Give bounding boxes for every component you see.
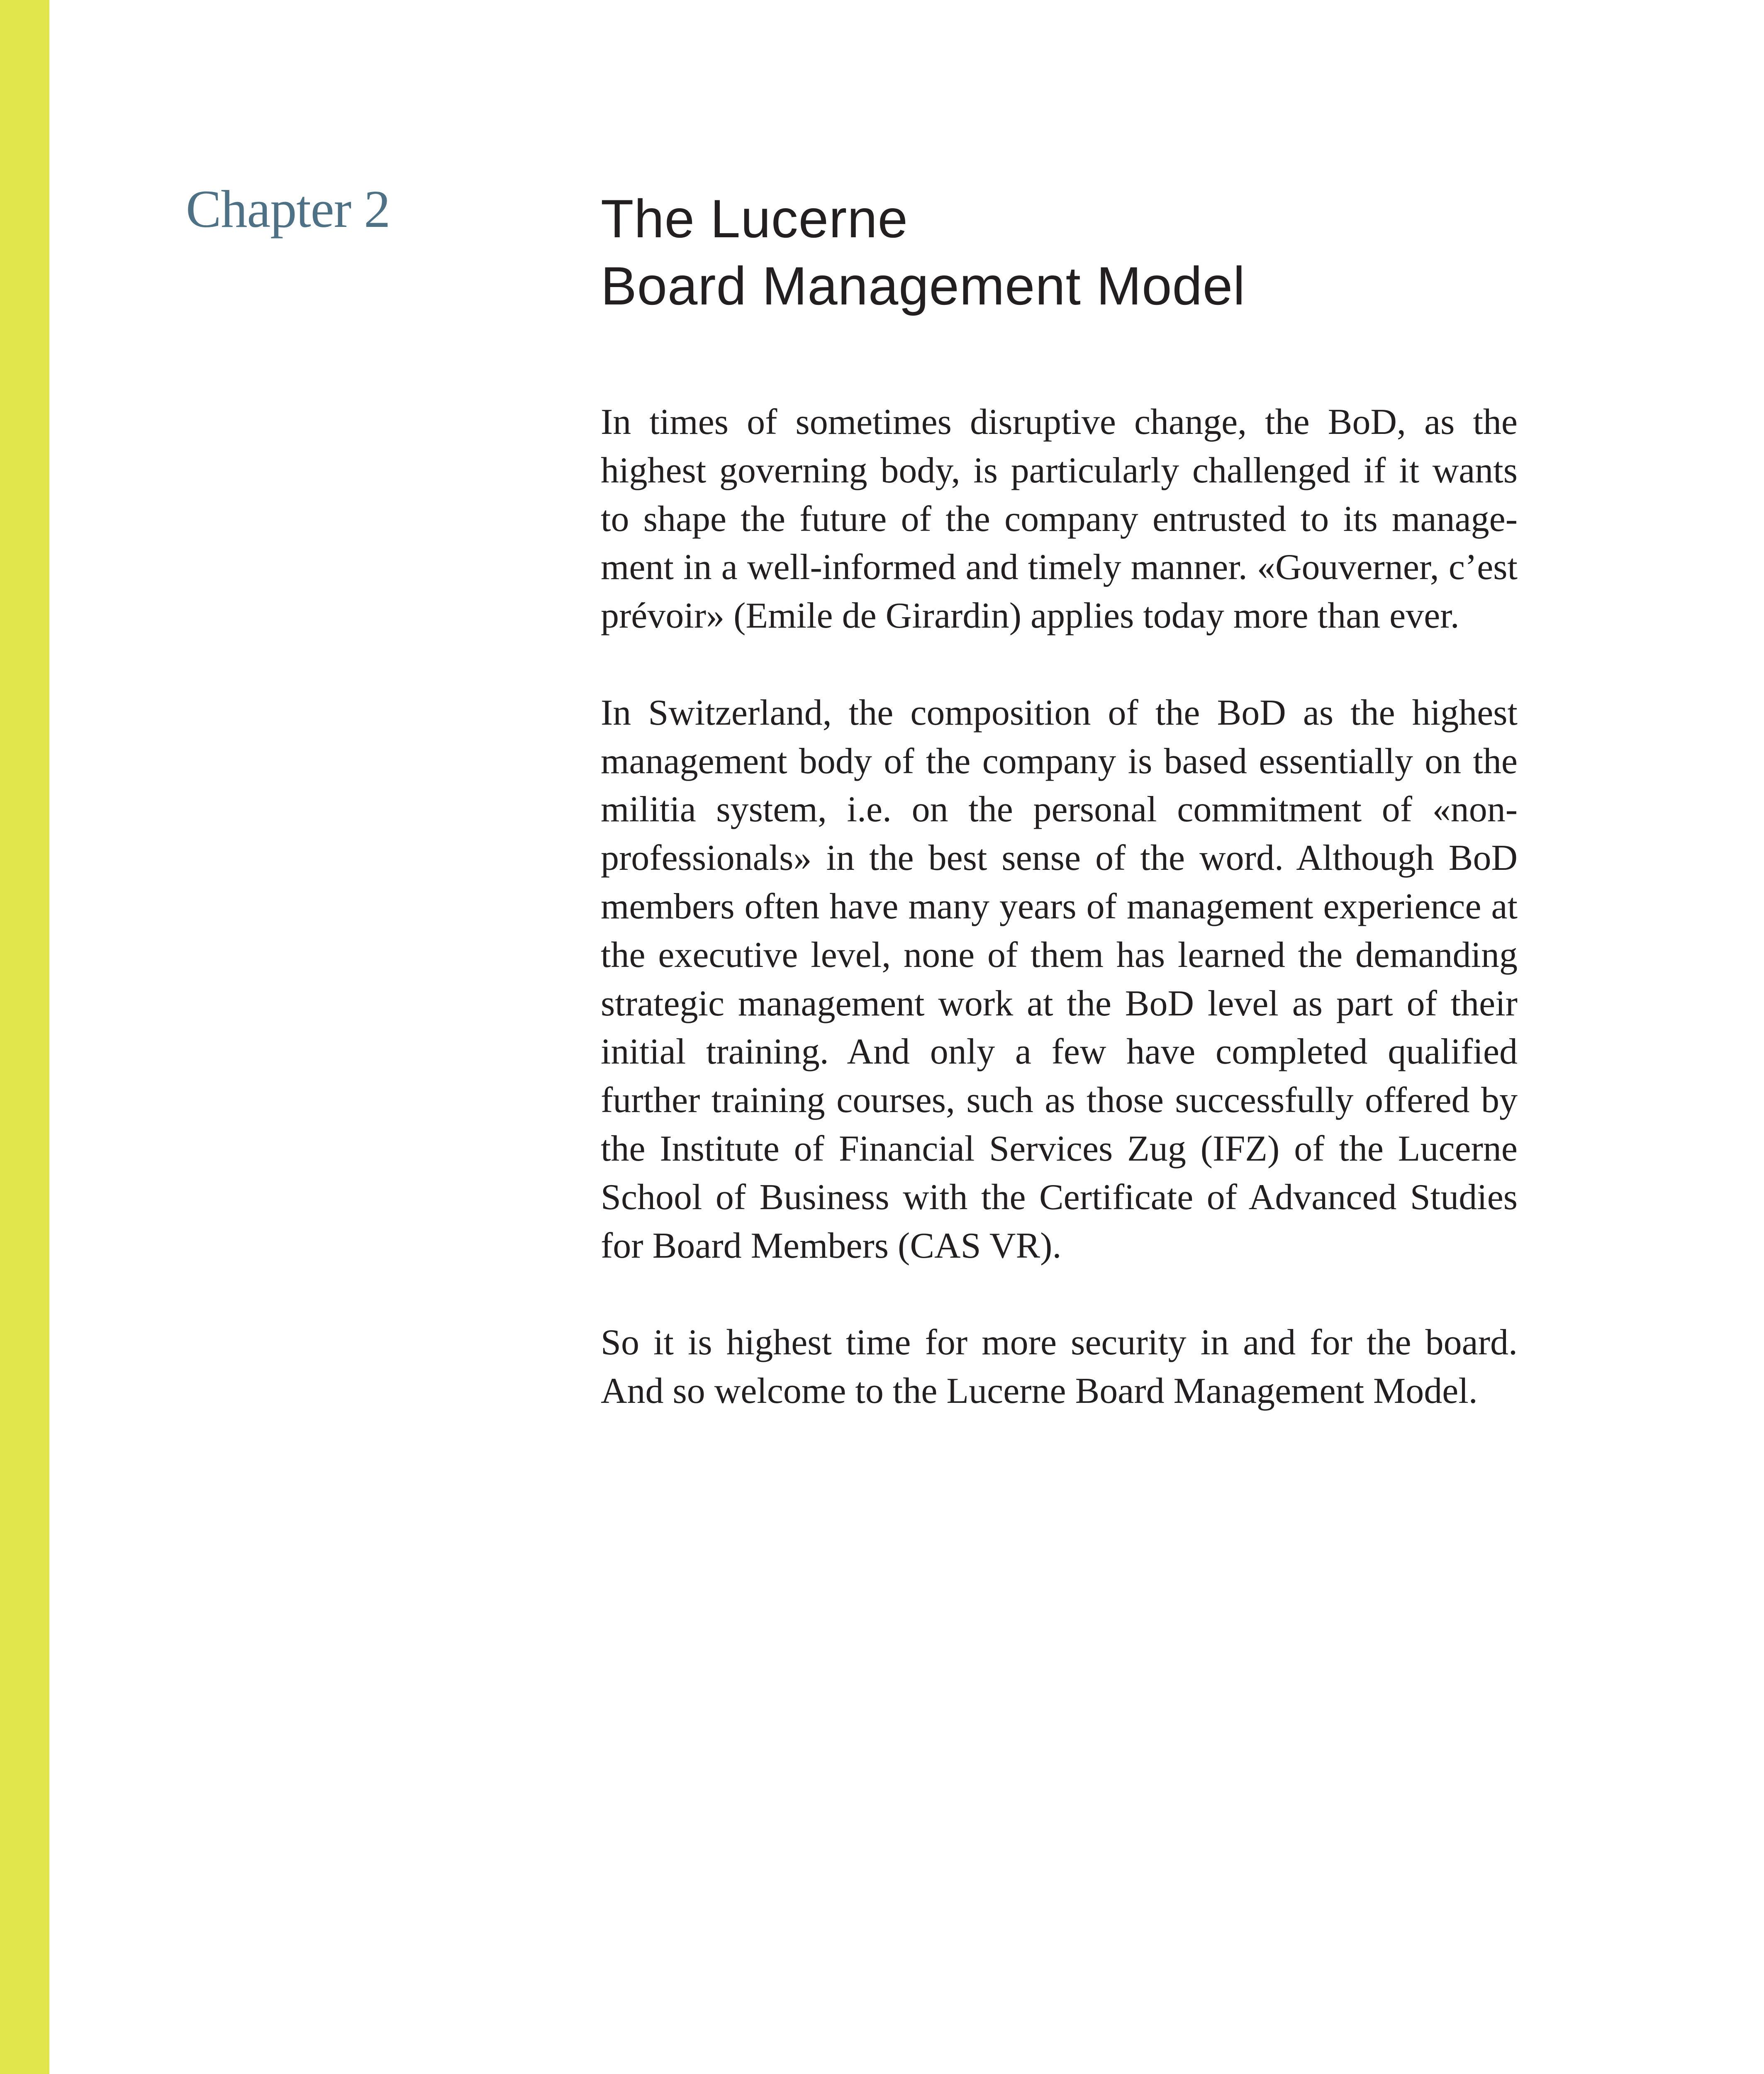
paragraph-1: In times of sometimes disruptive change, the BoD, as the highest governing body, is particularly challenged if it wants to shape the future of the company entrusted to its management in a well-informed and timely manner. «Gouverner, c’est prévoir» (Emile de Girardin) applies today more than ever. [601,402,1518,636]
body-text [601,398,1518,1464]
chapter-label: Chapter 2 [186,180,390,239]
chapter-title-line-1: The Lucerne [601,188,908,249]
paragraph-2: In Switzerland, the composition of the BoD as the highest management body of the company is based essentially on the militia system, i.e. on the personal commitment of «non-professionals» in the best sense of the word. Although BoD members often have many years of management experience at the executive level, none of them has learned the demanding strategic management work at the BoD level as part of their initial training. And only a few have completed qualified further training courses, such as those successfully offered by the Institute of Financial Services Zug (IFZ) of the Lucerne School of Business with the Certificate of Advanced Studies for Board Members (CAS VR). [601,692,1518,1266]
chapter-title-line-2: Board Management Model [601,256,1246,316]
accent-bar [0,0,49,2074]
paragraph-3: So it is highest time for more security in and for the board. And so welcome to the Lucerne Board Management Model. [601,1322,1518,1411]
chapter-title [601,185,1245,319]
